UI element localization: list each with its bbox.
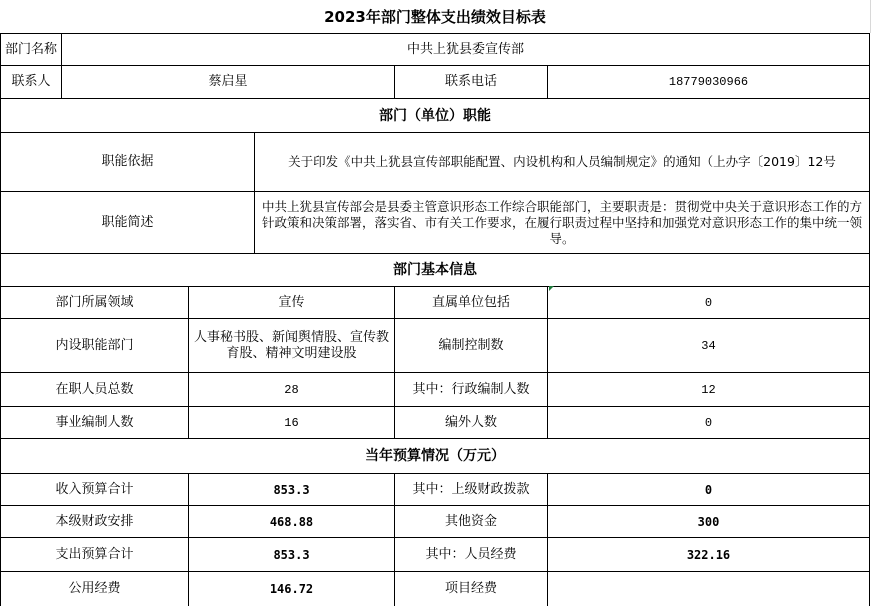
contact-label: 联系人 [1,66,62,99]
project-label: 项目经费 [395,572,548,606]
basis-value[interactable]: 关于印发《中共上犹县宣传部职能配置、内设机构和人员编制规定》的通知（上办字〔2019〕12号 [255,133,870,192]
subunits-label: 直属单位包括 [395,287,548,319]
internal-value[interactable]: 人事秘书股、新闻舆情股、宣传教育股、精神文明建设股 [189,319,395,373]
quota-label: 编制控制数 [395,319,548,373]
income-label: 收入预算合计 [1,474,189,506]
comment-marker-icon [549,286,554,291]
public-value[interactable]: 146.72 [189,572,395,606]
upper-value[interactable]: 0 [548,474,870,506]
internal-label: 内设职能部门 [1,319,189,373]
personnel-value[interactable]: 322.16 [548,538,870,572]
dept-name-value[interactable]: 中共上犹县委宣传部 [62,34,870,66]
budget-heading: 当年预算情况（万元） [1,439,870,474]
expense-value[interactable]: 853.3 [189,538,395,572]
career-label: 事业编制人数 [1,407,189,439]
field-label: 部门所属领域 [1,287,189,319]
dept-name-label: 部门名称 [1,34,62,66]
basis-label: 职能依据 [1,133,255,192]
desc-value[interactable]: 中共上犹县宣传部会是县委主管意识形态工作综合职能部门，主要职责是：贯彻党中央关于意识形态工作的方针政策和决策部署，落实省、市有关工作要求，在履行职责过程中坚持和加强党对意识形态工作的集中统一领导。 [255,192,870,254]
excel-gridline [870,0,871,33]
desc-label: 职能简述 [1,192,255,254]
contact-value[interactable]: 蔡启星 [62,66,395,99]
career-value[interactable]: 16 [189,407,395,439]
quota-value[interactable]: 34 [548,319,870,373]
extra-value[interactable]: 0 [548,407,870,439]
admin-label: 其中：行政编制人数 [395,373,548,407]
local-label: 本级财政安排 [1,506,189,538]
project-value[interactable] [548,572,870,606]
extra-label: 编外人数 [395,407,548,439]
functions-heading: 部门（单位）职能 [1,99,870,133]
staff-value[interactable]: 28 [189,373,395,407]
sheet-title: 2023年部门整体支出绩效目标表 [324,8,546,26]
subunits-value[interactable]: 0 [548,287,870,319]
basic-heading: 部门基本信息 [1,254,870,287]
other-value[interactable]: 300 [548,506,870,538]
local-value[interactable]: 468.88 [189,506,395,538]
personnel-label: 其中：人员经费 [395,538,548,572]
other-label: 其他资金 [395,506,548,538]
income-value[interactable]: 853.3 [189,474,395,506]
expense-label: 支出预算合计 [1,538,189,572]
phone-label: 联系电话 [395,66,548,99]
admin-value[interactable]: 12 [548,373,870,407]
upper-label: 其中：上级财政拨款 [395,474,548,506]
public-label: 公用经费 [1,572,189,606]
field-value[interactable]: 宣传 [189,287,395,319]
staff-label: 在职人员总数 [1,373,189,407]
phone-value[interactable]: 18779030966 [548,66,870,99]
